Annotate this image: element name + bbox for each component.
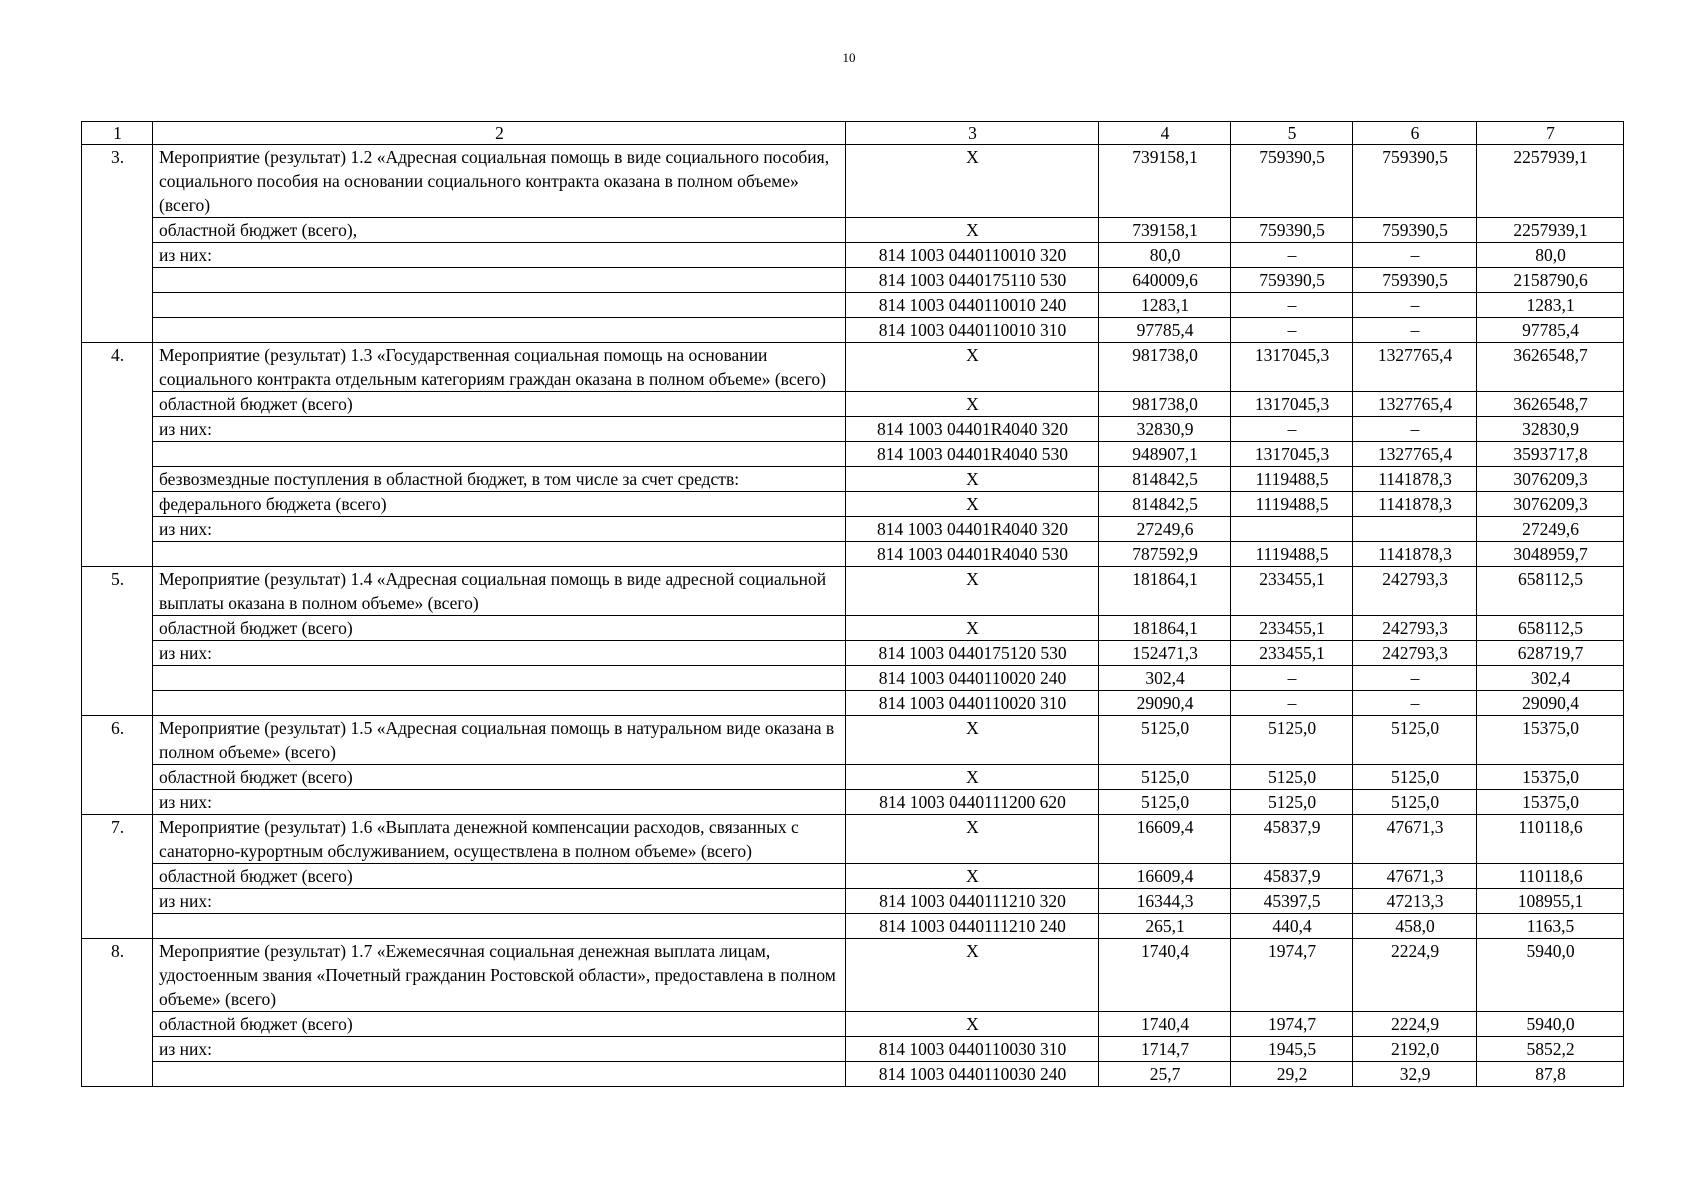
value-col6-cell: – — [1353, 293, 1477, 318]
value-col4-cell: 1283,1 — [1099, 293, 1231, 318]
value-col4-cell: 181864,1 — [1099, 567, 1231, 616]
value-col4-cell: 16609,4 — [1099, 864, 1231, 889]
value-col7-cell: 32830,9 — [1477, 417, 1624, 442]
description-cell: из них: — [153, 790, 846, 815]
budget-table — [81, 121, 1624, 1087]
value-col6-cell: – — [1353, 243, 1477, 268]
budget-row — [82, 268, 1624, 293]
value-col5-cell: 5125,0 — [1231, 716, 1353, 765]
value-col5-cell: 45837,9 — [1231, 815, 1353, 864]
value-col5-cell: 1119488,5 — [1231, 542, 1353, 567]
row-number: 4. — [82, 343, 153, 567]
budget-code-cell: Х — [846, 815, 1099, 864]
value-col4-cell: 1740,4 — [1099, 1012, 1231, 1037]
value-col7-cell: 2257939,1 — [1477, 145, 1624, 218]
value-col4-cell: 787592,9 — [1099, 542, 1231, 567]
value-col4-cell: 27249,6 — [1099, 517, 1231, 542]
description-cell: из них: — [153, 889, 846, 914]
value-col4-cell: 948907,1 — [1099, 442, 1231, 467]
header-cell: 5 — [1231, 122, 1353, 145]
value-col7-cell: 3048959,7 — [1477, 542, 1624, 567]
value-col6-cell: 458,0 — [1353, 914, 1477, 939]
budget-code-cell: 814 1003 0440175110 530 — [846, 268, 1099, 293]
budget-row — [82, 417, 1624, 442]
value-col7-cell: 110118,6 — [1477, 864, 1624, 889]
value-col5-cell: 233455,1 — [1231, 641, 1353, 666]
value-col6-cell: – — [1353, 318, 1477, 343]
description-cell — [153, 914, 846, 939]
value-col6-cell: – — [1353, 666, 1477, 691]
value-col6-cell: 242793,3 — [1353, 641, 1477, 666]
measure-row — [82, 716, 1624, 765]
budget-code-cell: 814 1003 0440110010 310 — [846, 318, 1099, 343]
value-col7-cell: 29090,4 — [1477, 691, 1624, 716]
description-cell: областной бюджет (всего), — [153, 218, 846, 243]
budget-code-cell: 814 1003 0440110030 240 — [846, 1062, 1099, 1087]
header-cell: 2 — [153, 122, 846, 145]
budget-code-cell: 814 1003 04401R4040 530 — [846, 542, 1099, 567]
budget-code-cell: Х — [846, 392, 1099, 417]
description-cell: областной бюджет (всего) — [153, 765, 846, 790]
value-col6-cell: 47671,3 — [1353, 815, 1477, 864]
value-col7-cell: 1283,1 — [1477, 293, 1624, 318]
value-col7-cell: 87,8 — [1477, 1062, 1624, 1087]
budget-row — [82, 243, 1624, 268]
value-col4-cell: 814842,5 — [1099, 467, 1231, 492]
description-cell: областной бюджет (всего) — [153, 864, 846, 889]
row-number: 5. — [82, 567, 153, 716]
value-col5-cell: – — [1231, 318, 1353, 343]
budget-code-cell: Х — [846, 567, 1099, 616]
value-col6-cell: 5125,0 — [1353, 765, 1477, 790]
description-cell — [153, 268, 846, 293]
description-cell: Мероприятие (результат) 1.2 «Адресная социальная помощь в виде социального пособия, социального пособия на основании социального контракта оказана в полном объеме» (всего) — [153, 145, 846, 218]
budget-row — [82, 864, 1624, 889]
description-cell: Мероприятие (результат) 1.6 «Выплата денежной компенсации расходов, связанных с санаторно-курортным обслуживанием, осуществлена в полном объеме» (всего) — [153, 815, 846, 864]
value-col4-cell: 25,7 — [1099, 1062, 1231, 1087]
value-col7-cell: 3593717,8 — [1477, 442, 1624, 467]
value-col7-cell: 110118,6 — [1477, 815, 1624, 864]
value-col4-cell: 32830,9 — [1099, 417, 1231, 442]
budget-row — [82, 542, 1624, 567]
header-cell: 3 — [846, 122, 1099, 145]
description-cell: Мероприятие (результат) 1.3 «Государственная социальная помощь на основании социального контракта отдельным категориям граждан оказана в полном объеме» (всего) — [153, 343, 846, 392]
value-col7-cell: 658112,5 — [1477, 567, 1624, 616]
value-col7-cell: 2158790,6 — [1477, 268, 1624, 293]
budget-code-cell: Х — [846, 343, 1099, 392]
budget-row — [82, 641, 1624, 666]
header-row — [82, 122, 1624, 145]
value-col5-cell: 1317045,3 — [1231, 343, 1353, 392]
value-col5-cell: – — [1231, 691, 1353, 716]
value-col5-cell: 759390,5 — [1231, 218, 1353, 243]
value-col6-cell: 1327765,4 — [1353, 392, 1477, 417]
value-col5-cell: – — [1231, 417, 1353, 442]
budget-code-cell: Х — [846, 492, 1099, 517]
value-col6-cell: 32,9 — [1353, 1062, 1477, 1087]
value-col6-cell: – — [1353, 691, 1477, 716]
value-col5-cell: 1317045,3 — [1231, 392, 1353, 417]
description-cell: федерального бюджета (всего) — [153, 492, 846, 517]
budget-code-cell: 814 1003 0440111210 320 — [846, 889, 1099, 914]
description-cell: областной бюджет (всего) — [153, 1012, 846, 1037]
value-col4-cell: 5125,0 — [1099, 790, 1231, 815]
budget-code-cell: 814 1003 0440111210 240 — [846, 914, 1099, 939]
budget-row — [82, 790, 1624, 815]
budget-code-cell: 814 1003 0440110020 240 — [846, 666, 1099, 691]
description-cell — [153, 542, 846, 567]
description-cell — [153, 1062, 846, 1087]
value-col4-cell: 739158,1 — [1099, 145, 1231, 218]
value-col6-cell: 759390,5 — [1353, 268, 1477, 293]
budget-row — [82, 1062, 1624, 1087]
value-col6-cell: – — [1353, 417, 1477, 442]
value-col4-cell: 16344,3 — [1099, 889, 1231, 914]
value-col4-cell: 5125,0 — [1099, 765, 1231, 790]
value-col7-cell: 1163,5 — [1477, 914, 1624, 939]
value-col6-cell: 2224,9 — [1353, 939, 1477, 1012]
value-col7-cell: 3626548,7 — [1477, 343, 1624, 392]
value-col5-cell: 233455,1 — [1231, 616, 1353, 641]
value-col5-cell: 233455,1 — [1231, 567, 1353, 616]
value-col5-cell — [1231, 517, 1353, 542]
budget-row — [82, 1037, 1624, 1062]
measure-row — [82, 567, 1624, 616]
value-col5-cell: 5125,0 — [1231, 765, 1353, 790]
value-col7-cell: 5940,0 — [1477, 939, 1624, 1012]
value-col7-cell: 27249,6 — [1477, 517, 1624, 542]
value-col4-cell: 97785,4 — [1099, 318, 1231, 343]
value-col6-cell: 47213,3 — [1353, 889, 1477, 914]
header-cell: 4 — [1099, 122, 1231, 145]
budget-code-cell: Х — [846, 765, 1099, 790]
value-col7-cell: 2257939,1 — [1477, 218, 1624, 243]
row-number: 7. — [82, 815, 153, 939]
value-col4-cell: 814842,5 — [1099, 492, 1231, 517]
measure-row — [82, 939, 1624, 1012]
value-col6-cell: 1327765,4 — [1353, 442, 1477, 467]
description-cell: из них: — [153, 641, 846, 666]
value-col6-cell: 1141878,3 — [1353, 467, 1477, 492]
budget-row — [82, 318, 1624, 343]
value-col5-cell: 440,4 — [1231, 914, 1353, 939]
value-col6-cell: 759390,5 — [1353, 218, 1477, 243]
value-col4-cell: 1714,7 — [1099, 1037, 1231, 1062]
value-col7-cell: 5852,2 — [1477, 1037, 1624, 1062]
budget-code-cell: 814 1003 0440110020 310 — [846, 691, 1099, 716]
value-col7-cell: 302,4 — [1477, 666, 1624, 691]
value-col7-cell: 15375,0 — [1477, 790, 1624, 815]
budget-row — [82, 1012, 1624, 1037]
description-cell: областной бюджет (всего) — [153, 392, 846, 417]
page-number: 10 — [842, 50, 856, 65]
value-col7-cell: 80,0 — [1477, 243, 1624, 268]
description-cell: Мероприятие (результат) 1.7 «Ежемесячная социальная денежная выплата лицам, удостоенным звания «Почетный гражданин Ростовской области», предоставлена в полном объеме» (всего) — [153, 939, 846, 1012]
value-col5-cell: 45837,9 — [1231, 864, 1353, 889]
budget-row — [82, 889, 1624, 914]
budget-row — [82, 392, 1624, 417]
description-cell: из них: — [153, 417, 846, 442]
value-col5-cell: 1945,5 — [1231, 1037, 1353, 1062]
value-col4-cell: 16609,4 — [1099, 815, 1231, 864]
description-cell: из них: — [153, 1037, 846, 1062]
value-col4-cell: 981738,0 — [1099, 392, 1231, 417]
value-col6-cell: 1327765,4 — [1353, 343, 1477, 392]
value-col7-cell: 15375,0 — [1477, 765, 1624, 790]
description-cell: областной бюджет (всего) — [153, 616, 846, 641]
value-col6-cell: 47671,3 — [1353, 864, 1477, 889]
value-col5-cell: 759390,5 — [1231, 268, 1353, 293]
budget-code-cell: 814 1003 0440110010 320 — [846, 243, 1099, 268]
value-col6-cell: 2192,0 — [1353, 1037, 1477, 1062]
value-col4-cell: 981738,0 — [1099, 343, 1231, 392]
value-col4-cell: 265,1 — [1099, 914, 1231, 939]
budget-code-cell: 814 1003 04401R4040 530 — [846, 442, 1099, 467]
value-col7-cell: 97785,4 — [1477, 318, 1624, 343]
value-col5-cell: 45397,5 — [1231, 889, 1353, 914]
value-col4-cell: 152471,3 — [1099, 641, 1231, 666]
budget-code-cell: Х — [846, 864, 1099, 889]
budget-code-cell: Х — [846, 939, 1099, 1012]
budget-row — [82, 293, 1624, 318]
value-col5-cell: – — [1231, 293, 1353, 318]
value-col7-cell: 5940,0 — [1477, 1012, 1624, 1037]
value-col4-cell: 5125,0 — [1099, 716, 1231, 765]
value-col7-cell: 628719,7 — [1477, 641, 1624, 666]
value-col4-cell: 302,4 — [1099, 666, 1231, 691]
budget-code-cell: Х — [846, 1012, 1099, 1037]
value-col5-cell: 1974,7 — [1231, 939, 1353, 1012]
budget-row — [82, 914, 1624, 939]
value-col4-cell: 640009,6 — [1099, 268, 1231, 293]
value-col5-cell: – — [1231, 666, 1353, 691]
value-col6-cell: 759390,5 — [1353, 145, 1477, 218]
budget-row — [82, 691, 1624, 716]
value-col6-cell: 242793,3 — [1353, 567, 1477, 616]
description-cell — [153, 442, 846, 467]
budget-code-cell: Х — [846, 218, 1099, 243]
value-col5-cell: 5125,0 — [1231, 790, 1353, 815]
description-cell: из них: — [153, 243, 846, 268]
budget-code-cell: Х — [846, 716, 1099, 765]
value-col7-cell: 658112,5 — [1477, 616, 1624, 641]
value-col5-cell: – — [1231, 243, 1353, 268]
value-col6-cell: 1141878,3 — [1353, 492, 1477, 517]
value-col6-cell: 1141878,3 — [1353, 542, 1477, 567]
value-col5-cell: 1317045,3 — [1231, 442, 1353, 467]
budget-code-cell: 814 1003 04401R4040 320 — [846, 417, 1099, 442]
header-cell: 1 — [82, 122, 153, 145]
budget-code-cell: Х — [846, 467, 1099, 492]
value-col4-cell: 181864,1 — [1099, 616, 1231, 641]
measure-row — [82, 343, 1624, 392]
description-cell: Мероприятие (результат) 1.4 «Адресная социальная помощь в виде адресной социальной выплаты оказана в полном объеме» (всего) — [153, 567, 846, 616]
value-col7-cell: 15375,0 — [1477, 716, 1624, 765]
budget-row — [82, 218, 1624, 243]
description-cell — [153, 318, 846, 343]
value-col5-cell: 1974,7 — [1231, 1012, 1353, 1037]
value-col5-cell: 1119488,5 — [1231, 492, 1353, 517]
budget-row — [82, 467, 1624, 492]
budget-row — [82, 492, 1624, 517]
value-col7-cell: 3626548,7 — [1477, 392, 1624, 417]
row-number: 8. — [82, 939, 153, 1087]
budget-row — [82, 517, 1624, 542]
value-col5-cell: 1119488,5 — [1231, 467, 1353, 492]
row-number: 6. — [82, 716, 153, 815]
budget-code-cell: 814 1003 0440110030 310 — [846, 1037, 1099, 1062]
budget-code-cell: 814 1003 0440175120 530 — [846, 641, 1099, 666]
value-col4-cell: 29090,4 — [1099, 691, 1231, 716]
value-col6-cell: 2224,9 — [1353, 1012, 1477, 1037]
value-col7-cell: 108955,1 — [1477, 889, 1624, 914]
value-col4-cell: 80,0 — [1099, 243, 1231, 268]
budget-code-cell: Х — [846, 616, 1099, 641]
measure-row — [82, 145, 1624, 218]
budget-row — [82, 616, 1624, 641]
budget-row — [82, 765, 1624, 790]
description-cell — [153, 666, 846, 691]
row-number: 3. — [82, 145, 153, 343]
value-col7-cell: 3076209,3 — [1477, 467, 1624, 492]
measure-row — [82, 815, 1624, 864]
budget-code-cell: Х — [846, 145, 1099, 218]
header-cell: 6 — [1353, 122, 1477, 145]
budget-row — [82, 442, 1624, 467]
value-col6-cell — [1353, 517, 1477, 542]
description-cell — [153, 293, 846, 318]
value-col6-cell: 242793,3 — [1353, 616, 1477, 641]
value-col7-cell: 3076209,3 — [1477, 492, 1624, 517]
value-col4-cell: 739158,1 — [1099, 218, 1231, 243]
budget-code-cell: 814 1003 0440110010 240 — [846, 293, 1099, 318]
description-cell: безвозмездные поступления в областной бюджет, в том числе за счет средств: — [153, 467, 846, 492]
description-cell: из них: — [153, 517, 846, 542]
value-col5-cell: 759390,5 — [1231, 145, 1353, 218]
description-cell: Мероприятие (результат) 1.5 «Адресная социальная помощь в натуральном виде оказана в полном объеме» (всего) — [153, 716, 846, 765]
description-cell — [153, 691, 846, 716]
value-col4-cell: 1740,4 — [1099, 939, 1231, 1012]
budget-code-cell: 814 1003 0440111200 620 — [846, 790, 1099, 815]
budget-row — [82, 666, 1624, 691]
value-col5-cell: 29,2 — [1231, 1062, 1353, 1087]
budget-code-cell: 814 1003 04401R4040 320 — [846, 517, 1099, 542]
value-col6-cell: 5125,0 — [1353, 790, 1477, 815]
value-col6-cell: 5125,0 — [1353, 716, 1477, 765]
header-cell: 7 — [1477, 122, 1624, 145]
